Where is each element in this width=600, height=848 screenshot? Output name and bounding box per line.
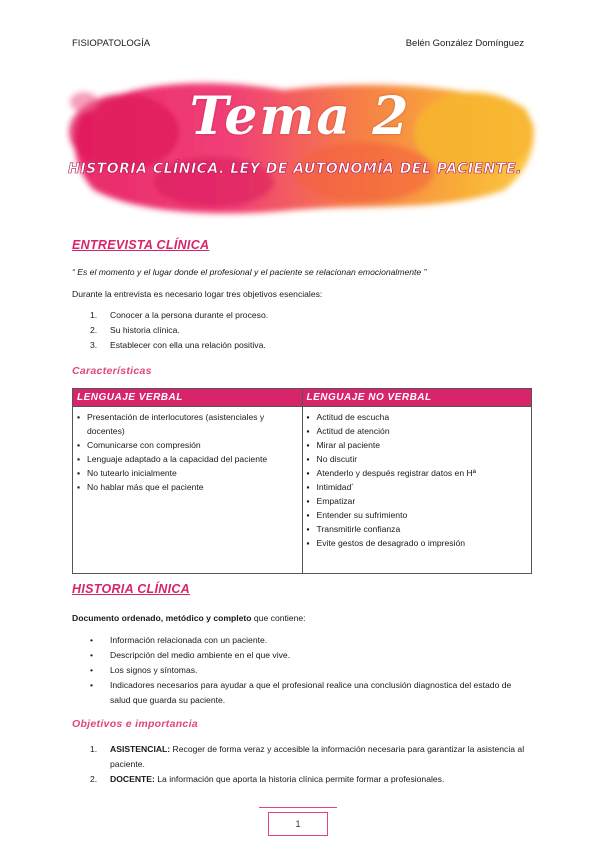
header-subject: FISIOPATOLOGÍA [72, 38, 151, 49]
definition-quote: “ Es el momento y el lugar donde el profesional y el paciente se relacionan emocionalmente ” [72, 267, 427, 277]
page-number: 1 [268, 812, 328, 836]
list-item: • Indicadores necesarios para ayudar a que el profesional realice una conclusión diagnostica del estado de salud que guarda su paciente. [90, 678, 524, 708]
list-item: ▪ Atenderlo y después registrar datos en Hª [307, 466, 528, 480]
list-item: ▪ No discutir [307, 452, 528, 466]
list-item: ▪ Comunicarse con compresión [77, 438, 298, 452]
table-header-no-verbal: LENGUAJE NO VERBAL [302, 389, 532, 407]
table-header-verbal: LENGUAJE VERBAL [73, 389, 303, 407]
list-item: ▪ Empatizar [307, 494, 528, 508]
list-item: ▪ Entender su sufrimiento [307, 508, 528, 522]
subheading-caracteristicas: Características [72, 365, 152, 377]
table-cell-no-verbal [302, 407, 532, 574]
section-heading-entrevista: ENTREVISTA CLÍNICA [72, 238, 210, 252]
topic-title: Tema 2 [189, 86, 411, 147]
list-item: ▪ No tutearlo inicialmente [77, 466, 298, 480]
objetivos-list [90, 742, 530, 787]
list-item: ▪ Mirar al paciente [307, 438, 528, 452]
list-item: ▪ Presentación de interlocutores (asistenciales y docentes) [77, 410, 298, 438]
historia-intro-rest: que contiene: [251, 613, 306, 623]
list-item: 1. Conocer a la persona durante el proceso. [90, 310, 269, 320]
table-cell-verbal [73, 407, 303, 574]
historia-intro-bold: Documento ordenado, metódico y completo [72, 613, 252, 623]
list-item: • Descripción del medio ambiente en el que vive. [90, 648, 524, 663]
list-item: 3. Establecer con ella una relación positiva. [90, 340, 266, 350]
list-item: ▪ Actitud de atención [307, 424, 528, 438]
topic-subtitle: HISTORIA CLÍNICA. LEY DE AUTONOMÍA DEL PACIENTE. [68, 161, 522, 177]
list-item: 2. Su historia clínica. [90, 325, 180, 335]
historia-contents-list [90, 633, 524, 708]
list-item: ▪ Lenguaje adaptado a la capacidad del paciente [77, 452, 298, 466]
list-item: ▪ Evite gestos de desagrado o impresión [307, 536, 528, 550]
list-item: ▪ Transmitirle confianza [307, 522, 528, 536]
entrevista-intro: Durante la entrevista es necesario logar tres objetivos esenciales: [72, 289, 323, 299]
subheading-objetivos: Objetivos e importancia [72, 718, 198, 730]
list-item: ▪ No hablar más que el paciente [77, 480, 298, 494]
historia-intro [72, 612, 530, 625]
section-heading-historia: HISTORIA CLÍNICA [72, 582, 190, 596]
header-author: Belén González Domínguez [405, 38, 524, 49]
list-item: • Información relacionada con un paciente. [90, 633, 524, 648]
list-item: ▪ Intimidad´ [307, 480, 528, 494]
language-table [72, 388, 532, 574]
list-item: 2. DOCENTE: La información que aporta la historia clínica permite formar a profesionales. [90, 774, 445, 784]
list-item: • Los signos y síntomas. [90, 663, 524, 678]
entrevista-objectives-list [90, 308, 530, 353]
list-item: ▪ Actitud de escucha [307, 410, 528, 424]
list-item: 1. ASISTENCIAL: Recoger de forma veraz y accesible la información necesaria para garantizar la asistencia al paciente. [90, 744, 525, 769]
page-header [72, 38, 524, 49]
